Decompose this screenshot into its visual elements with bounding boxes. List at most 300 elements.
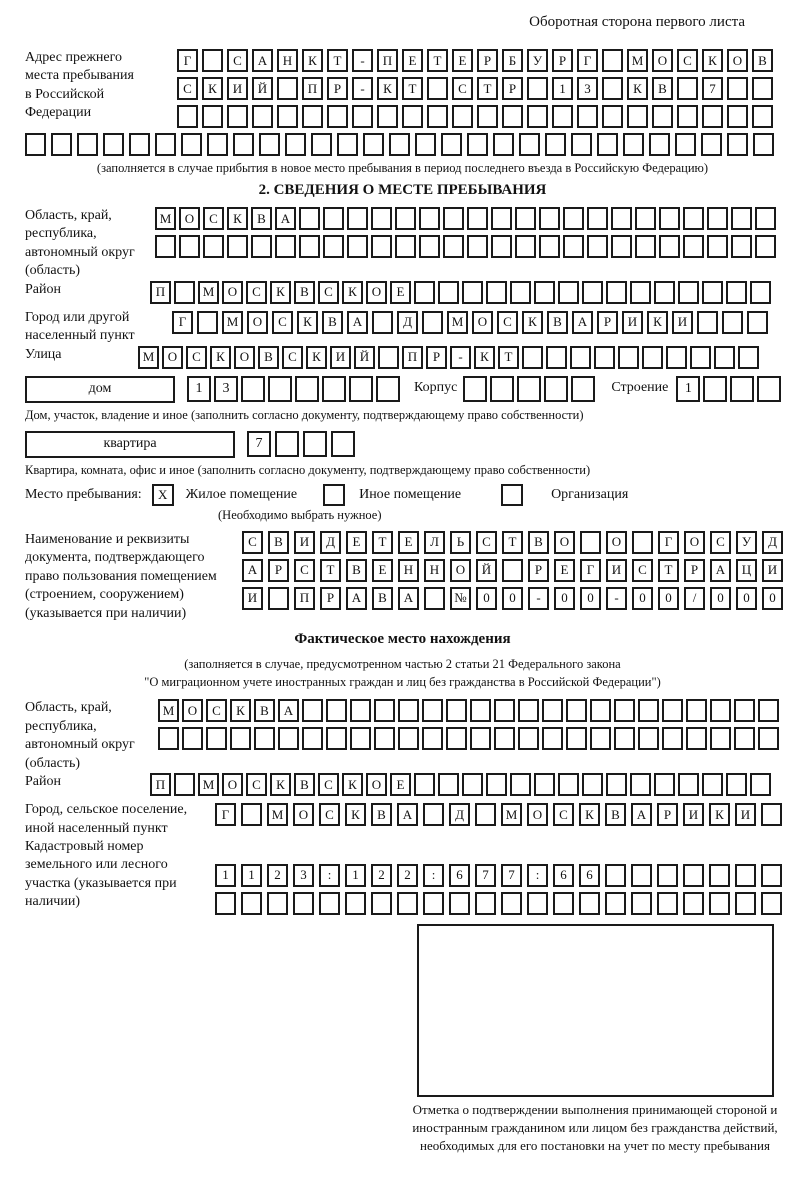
form-cell[interactable] xyxy=(241,803,262,826)
form-cell[interactable] xyxy=(463,376,487,402)
form-cell[interactable] xyxy=(735,864,756,887)
form-cell[interactable] xyxy=(293,892,314,915)
form-cell[interactable] xyxy=(438,281,459,304)
form-cell[interactable] xyxy=(302,727,323,750)
form-cell[interactable]: Р xyxy=(320,587,341,610)
form-cell[interactable]: К xyxy=(227,207,248,230)
form-cell[interactable]: П xyxy=(302,77,323,100)
form-cell[interactable]: Т xyxy=(320,559,341,582)
form-cell[interactable] xyxy=(371,892,392,915)
form-cell[interactable]: Т xyxy=(402,77,423,100)
form-cell[interactable]: Т xyxy=(327,49,348,72)
form-cell[interactable] xyxy=(337,133,358,156)
form-cell[interactable] xyxy=(295,376,319,402)
form-cell[interactable] xyxy=(652,105,673,128)
form-cell[interactable]: Р xyxy=(268,559,289,582)
form-cell[interactable]: Р xyxy=(684,559,705,582)
form-cell[interactable] xyxy=(475,892,496,915)
form-cell[interactable] xyxy=(254,727,275,750)
form-cell[interactable] xyxy=(527,892,548,915)
form-cell[interactable] xyxy=(761,892,782,915)
form-cell[interactable]: Н xyxy=(398,559,419,582)
form-cell[interactable]: О xyxy=(222,773,243,796)
form-cell[interactable]: Ц xyxy=(736,559,757,582)
form-cell[interactable] xyxy=(534,773,555,796)
form-cell[interactable] xyxy=(577,105,598,128)
form-cell[interactable] xyxy=(268,587,289,610)
form-cell[interactable] xyxy=(566,727,587,750)
form-cell[interactable] xyxy=(701,133,722,156)
form-cell[interactable] xyxy=(103,133,124,156)
form-cell[interactable] xyxy=(510,281,531,304)
form-cell[interactable]: О xyxy=(366,773,387,796)
form-cell[interactable]: С xyxy=(186,346,207,369)
form-cell[interactable] xyxy=(686,727,707,750)
form-cell[interactable] xyxy=(422,311,443,334)
form-cell[interactable] xyxy=(563,235,584,258)
form-cell[interactable] xyxy=(662,699,683,722)
form-cell[interactable] xyxy=(571,133,592,156)
form-cell[interactable]: В xyxy=(294,773,315,796)
form-cell[interactable] xyxy=(326,727,347,750)
form-cell[interactable] xyxy=(502,559,523,582)
form-cell[interactable]: И xyxy=(762,559,783,582)
kvartira-box[interactable]: квартира xyxy=(25,431,235,458)
form-cell[interactable]: С xyxy=(319,803,340,826)
form-cell[interactable] xyxy=(515,207,536,230)
form-cell[interactable] xyxy=(419,207,440,230)
form-cell[interactable]: К xyxy=(342,281,363,304)
form-cell[interactable]: Р xyxy=(597,311,618,334)
form-cell[interactable] xyxy=(182,727,203,750)
form-cell[interactable]: О xyxy=(162,346,183,369)
form-cell[interactable]: : xyxy=(319,864,340,887)
form-cell[interactable] xyxy=(203,235,224,258)
form-cell[interactable] xyxy=(491,207,512,230)
form-cell[interactable] xyxy=(677,77,698,100)
form-cell[interactable] xyxy=(602,49,623,72)
form-cell[interactable] xyxy=(446,727,467,750)
form-cell[interactable] xyxy=(722,311,743,334)
form-cell[interactable]: 6 xyxy=(579,864,600,887)
form-cell[interactable]: И xyxy=(227,77,248,100)
form-cell[interactable] xyxy=(345,892,366,915)
form-cell[interactable]: 6 xyxy=(553,864,574,887)
form-cell[interactable] xyxy=(579,892,600,915)
form-cell[interactable]: Д xyxy=(397,311,418,334)
form-cell[interactable]: 1 xyxy=(676,376,700,402)
form-cell[interactable]: В xyxy=(258,346,279,369)
form-cell[interactable]: К xyxy=(627,77,648,100)
dom-box[interactable]: дом xyxy=(25,376,175,403)
form-cell[interactable] xyxy=(727,105,748,128)
form-cell[interactable] xyxy=(597,133,618,156)
form-cell[interactable] xyxy=(202,105,223,128)
form-cell[interactable] xyxy=(494,727,515,750)
form-cell[interactable] xyxy=(707,207,728,230)
form-cell[interactable] xyxy=(302,699,323,722)
form-cell[interactable] xyxy=(582,773,603,796)
form-cell[interactable] xyxy=(611,235,632,258)
form-cell[interactable] xyxy=(758,727,779,750)
form-cell[interactable]: П xyxy=(150,281,171,304)
form-cell[interactable]: А xyxy=(252,49,273,72)
form-cell[interactable] xyxy=(623,133,644,156)
form-cell[interactable] xyxy=(267,892,288,915)
form-cell[interactable]: М xyxy=(158,699,179,722)
form-cell[interactable] xyxy=(755,235,776,258)
form-cell[interactable]: И xyxy=(294,531,315,554)
form-cell[interactable]: И xyxy=(622,311,643,334)
form-cell[interactable]: К xyxy=(302,49,323,72)
form-cell[interactable]: - xyxy=(352,49,373,72)
form-cell[interactable]: А xyxy=(242,559,263,582)
form-cell[interactable] xyxy=(443,235,464,258)
form-cell[interactable] xyxy=(462,773,483,796)
form-cell[interactable] xyxy=(371,207,392,230)
form-cell[interactable]: Н xyxy=(277,49,298,72)
form-cell[interactable]: 1 xyxy=(552,77,573,100)
form-cell[interactable] xyxy=(322,376,346,402)
form-cell[interactable]: Й xyxy=(476,559,497,582)
form-cell[interactable] xyxy=(326,699,347,722)
form-cell[interactable] xyxy=(683,235,704,258)
form-cell[interactable] xyxy=(502,105,523,128)
confirmation-stamp-box[interactable] xyxy=(417,924,774,1097)
form-cell[interactable] xyxy=(467,133,488,156)
form-cell[interactable] xyxy=(587,235,608,258)
form-cell[interactable] xyxy=(758,699,779,722)
form-cell[interactable]: В xyxy=(254,699,275,722)
form-cell[interactable] xyxy=(414,773,435,796)
form-cell[interactable]: В xyxy=(605,803,626,826)
form-cell[interactable] xyxy=(563,207,584,230)
form-cell[interactable] xyxy=(155,235,176,258)
form-cell[interactable] xyxy=(635,207,656,230)
form-cell[interactable]: Е xyxy=(390,281,411,304)
form-cell[interactable] xyxy=(683,207,704,230)
form-cell[interactable] xyxy=(181,133,202,156)
form-cell[interactable] xyxy=(446,699,467,722)
form-cell[interactable] xyxy=(389,133,410,156)
form-cell[interactable] xyxy=(419,235,440,258)
form-cell[interactable]: М xyxy=(222,311,243,334)
form-cell[interactable] xyxy=(571,376,595,402)
form-cell[interactable]: У xyxy=(736,531,757,554)
form-cell[interactable]: М xyxy=(138,346,159,369)
form-cell[interactable] xyxy=(630,773,651,796)
form-cell[interactable] xyxy=(605,864,626,887)
form-cell[interactable] xyxy=(657,892,678,915)
form-cell[interactable] xyxy=(427,105,448,128)
form-cell[interactable] xyxy=(727,77,748,100)
form-cell[interactable]: Д xyxy=(449,803,470,826)
form-cell[interactable] xyxy=(605,892,626,915)
form-cell[interactable] xyxy=(424,587,445,610)
form-cell[interactable] xyxy=(275,431,299,457)
form-cell[interactable] xyxy=(570,346,591,369)
form-cell[interactable] xyxy=(580,531,601,554)
form-cell[interactable] xyxy=(552,105,573,128)
form-cell[interactable] xyxy=(582,281,603,304)
form-cell[interactable]: Б xyxy=(502,49,523,72)
form-cell[interactable]: И xyxy=(672,311,693,334)
form-cell[interactable] xyxy=(635,235,656,258)
form-cell[interactable] xyxy=(398,699,419,722)
form-cell[interactable]: И xyxy=(683,803,704,826)
form-cell[interactable] xyxy=(467,207,488,230)
form-cell[interactable] xyxy=(657,864,678,887)
form-cell[interactable] xyxy=(443,207,464,230)
form-cell[interactable] xyxy=(215,892,236,915)
form-cell[interactable] xyxy=(544,376,568,402)
form-cell[interactable]: 0 xyxy=(502,587,523,610)
form-cell[interactable]: К xyxy=(647,311,668,334)
form-cell[interactable]: К xyxy=(270,773,291,796)
form-cell[interactable]: Р xyxy=(477,49,498,72)
form-cell[interactable]: В xyxy=(372,587,393,610)
form-cell[interactable] xyxy=(649,133,670,156)
form-cell[interactable]: С xyxy=(177,77,198,100)
form-cell[interactable]: К xyxy=(230,699,251,722)
form-cell[interactable]: В xyxy=(547,311,568,334)
form-cell[interactable]: И xyxy=(242,587,263,610)
form-cell[interactable]: С xyxy=(497,311,518,334)
form-cell[interactable]: 7 xyxy=(247,431,271,457)
form-cell[interactable] xyxy=(302,105,323,128)
form-cell[interactable]: 1 xyxy=(215,864,236,887)
form-cell[interactable] xyxy=(129,133,150,156)
form-cell[interactable] xyxy=(303,431,327,457)
form-cell[interactable] xyxy=(632,531,653,554)
form-cell[interactable]: 0 xyxy=(762,587,783,610)
form-cell[interactable] xyxy=(518,699,539,722)
form-cell[interactable] xyxy=(697,311,718,334)
form-cell[interactable]: Е xyxy=(554,559,575,582)
form-cell[interactable]: О xyxy=(179,207,200,230)
form-cell[interactable] xyxy=(602,105,623,128)
form-cell[interactable]: 2 xyxy=(397,864,418,887)
form-cell[interactable]: С xyxy=(632,559,653,582)
form-cell[interactable] xyxy=(206,727,227,750)
form-cell[interactable] xyxy=(606,281,627,304)
form-cell[interactable]: А xyxy=(631,803,652,826)
form-cell[interactable]: 0 xyxy=(710,587,731,610)
form-cell[interactable]: А xyxy=(278,699,299,722)
form-cell[interactable] xyxy=(372,311,393,334)
form-cell[interactable]: - xyxy=(352,77,373,100)
form-cell[interactable]: С xyxy=(476,531,497,554)
form-cell[interactable] xyxy=(207,133,228,156)
form-cell[interactable] xyxy=(566,699,587,722)
form-cell[interactable] xyxy=(452,105,473,128)
form-cell[interactable]: 1 xyxy=(187,376,211,402)
form-cell[interactable] xyxy=(491,235,512,258)
form-cell[interactable] xyxy=(539,207,560,230)
form-cell[interactable] xyxy=(470,699,491,722)
form-cell[interactable] xyxy=(378,346,399,369)
form-cell[interactable]: П xyxy=(150,773,171,796)
form-cell[interactable]: - xyxy=(450,346,471,369)
form-cell[interactable]: К xyxy=(202,77,223,100)
form-cell[interactable] xyxy=(753,133,774,156)
form-cell[interactable] xyxy=(277,105,298,128)
form-cell[interactable] xyxy=(252,105,273,128)
form-cell[interactable]: К xyxy=(297,311,318,334)
form-cell[interactable]: А xyxy=(275,207,296,230)
form-cell[interactable]: О xyxy=(606,531,627,554)
form-cell[interactable] xyxy=(323,235,344,258)
form-cell[interactable]: В xyxy=(752,49,773,72)
form-cell[interactable]: П xyxy=(377,49,398,72)
form-cell[interactable]: Р xyxy=(426,346,447,369)
form-cell[interactable] xyxy=(606,773,627,796)
form-cell[interactable]: Г xyxy=(577,49,598,72)
form-cell[interactable] xyxy=(761,803,782,826)
form-cell[interactable] xyxy=(702,773,723,796)
form-cell[interactable] xyxy=(666,346,687,369)
form-cell[interactable]: С xyxy=(203,207,224,230)
form-cell[interactable]: В xyxy=(251,207,272,230)
form-cell[interactable]: 0 xyxy=(632,587,653,610)
form-cell[interactable]: Р xyxy=(502,77,523,100)
form-cell[interactable] xyxy=(558,773,579,796)
form-cell[interactable]: В xyxy=(346,559,367,582)
form-cell[interactable] xyxy=(349,376,373,402)
form-cell[interactable]: И xyxy=(735,803,756,826)
form-cell[interactable] xyxy=(423,803,444,826)
form-cell[interactable] xyxy=(493,133,514,156)
form-cell[interactable]: К xyxy=(270,281,291,304)
form-cell[interactable]: 0 xyxy=(736,587,757,610)
form-cell[interactable] xyxy=(675,133,696,156)
form-cell[interactable] xyxy=(397,892,418,915)
form-cell[interactable] xyxy=(714,346,735,369)
form-cell[interactable]: С xyxy=(318,281,339,304)
form-cell[interactable] xyxy=(422,699,443,722)
form-cell[interactable] xyxy=(158,727,179,750)
form-cell[interactable]: О xyxy=(366,281,387,304)
form-cell[interactable] xyxy=(659,235,680,258)
form-cell[interactable]: 0 xyxy=(580,587,601,610)
form-cell[interactable] xyxy=(515,235,536,258)
form-cell[interactable] xyxy=(374,727,395,750)
form-cell[interactable]: С xyxy=(272,311,293,334)
form-cell[interactable] xyxy=(726,281,747,304)
form-cell[interactable]: О xyxy=(234,346,255,369)
form-cell[interactable]: 0 xyxy=(658,587,679,610)
form-cell[interactable] xyxy=(703,376,727,402)
form-cell[interactable] xyxy=(686,699,707,722)
form-cell[interactable]: О xyxy=(554,531,575,554)
form-cell[interactable]: С xyxy=(294,559,315,582)
form-cell[interactable] xyxy=(614,727,635,750)
form-cell[interactable]: А xyxy=(346,587,367,610)
form-cell[interactable] xyxy=(553,892,574,915)
form-cell[interactable]: 7 xyxy=(501,864,522,887)
form-cell[interactable]: Д xyxy=(762,531,783,554)
form-cell[interactable]: С xyxy=(242,531,263,554)
form-cell[interactable] xyxy=(377,105,398,128)
form-cell[interactable] xyxy=(683,864,704,887)
form-cell[interactable] xyxy=(654,773,675,796)
form-cell[interactable]: 3 xyxy=(214,376,238,402)
form-cell[interactable]: С xyxy=(452,77,473,100)
form-cell[interactable]: 1 xyxy=(241,864,262,887)
form-cell[interactable]: 0 xyxy=(554,587,575,610)
form-cell[interactable]: Г xyxy=(580,559,601,582)
form-cell[interactable]: К xyxy=(522,311,543,334)
form-cell[interactable] xyxy=(395,207,416,230)
form-cell[interactable] xyxy=(702,281,723,304)
form-cell[interactable]: К xyxy=(709,803,730,826)
form-cell[interactable] xyxy=(77,133,98,156)
form-cell[interactable] xyxy=(727,133,748,156)
form-cell[interactable] xyxy=(517,376,541,402)
form-cell[interactable] xyxy=(642,346,663,369)
form-cell[interactable] xyxy=(510,773,531,796)
form-cell[interactable] xyxy=(227,235,248,258)
form-cell[interactable] xyxy=(750,281,771,304)
form-cell[interactable]: О xyxy=(182,699,203,722)
form-cell[interactable] xyxy=(545,133,566,156)
form-cell[interactable]: Т xyxy=(502,531,523,554)
checkbox-zhiloe[interactable]: X xyxy=(152,484,174,506)
form-cell[interactable]: С xyxy=(227,49,248,72)
form-cell[interactable] xyxy=(241,892,262,915)
form-cell[interactable] xyxy=(486,281,507,304)
form-cell[interactable] xyxy=(630,281,651,304)
form-cell[interactable] xyxy=(501,892,522,915)
form-cell[interactable]: Т xyxy=(477,77,498,100)
form-cell[interactable] xyxy=(731,235,752,258)
form-cell[interactable] xyxy=(422,727,443,750)
form-cell[interactable]: М xyxy=(198,773,219,796)
form-cell[interactable] xyxy=(179,235,200,258)
form-cell[interactable] xyxy=(590,699,611,722)
form-cell[interactable] xyxy=(614,699,635,722)
form-cell[interactable]: К xyxy=(702,49,723,72)
form-cell[interactable]: П xyxy=(402,346,423,369)
form-cell[interactable] xyxy=(462,281,483,304)
form-cell[interactable] xyxy=(594,346,615,369)
form-cell[interactable] xyxy=(398,727,419,750)
form-cell[interactable] xyxy=(490,376,514,402)
form-cell[interactable] xyxy=(519,133,540,156)
form-cell[interactable]: - xyxy=(606,587,627,610)
form-cell[interactable]: 7 xyxy=(475,864,496,887)
form-cell[interactable] xyxy=(542,727,563,750)
form-cell[interactable] xyxy=(177,105,198,128)
form-cell[interactable] xyxy=(542,699,563,722)
form-cell[interactable] xyxy=(427,77,448,100)
form-cell[interactable] xyxy=(738,346,759,369)
form-cell[interactable]: Д xyxy=(320,531,341,554)
form-cell[interactable]: Г xyxy=(658,531,679,554)
form-cell[interactable]: В xyxy=(294,281,315,304)
form-cell[interactable] xyxy=(752,77,773,100)
form-cell[interactable]: К xyxy=(306,346,327,369)
form-cell[interactable]: Е xyxy=(390,773,411,796)
form-cell[interactable]: 6 xyxy=(449,864,470,887)
form-cell[interactable]: С xyxy=(206,699,227,722)
form-cell[interactable] xyxy=(251,235,272,258)
form-cell[interactable]: В xyxy=(268,531,289,554)
form-cell[interactable] xyxy=(197,311,218,334)
form-cell[interactable] xyxy=(735,892,756,915)
form-cell[interactable]: О xyxy=(472,311,493,334)
form-cell[interactable]: Г xyxy=(177,49,198,72)
